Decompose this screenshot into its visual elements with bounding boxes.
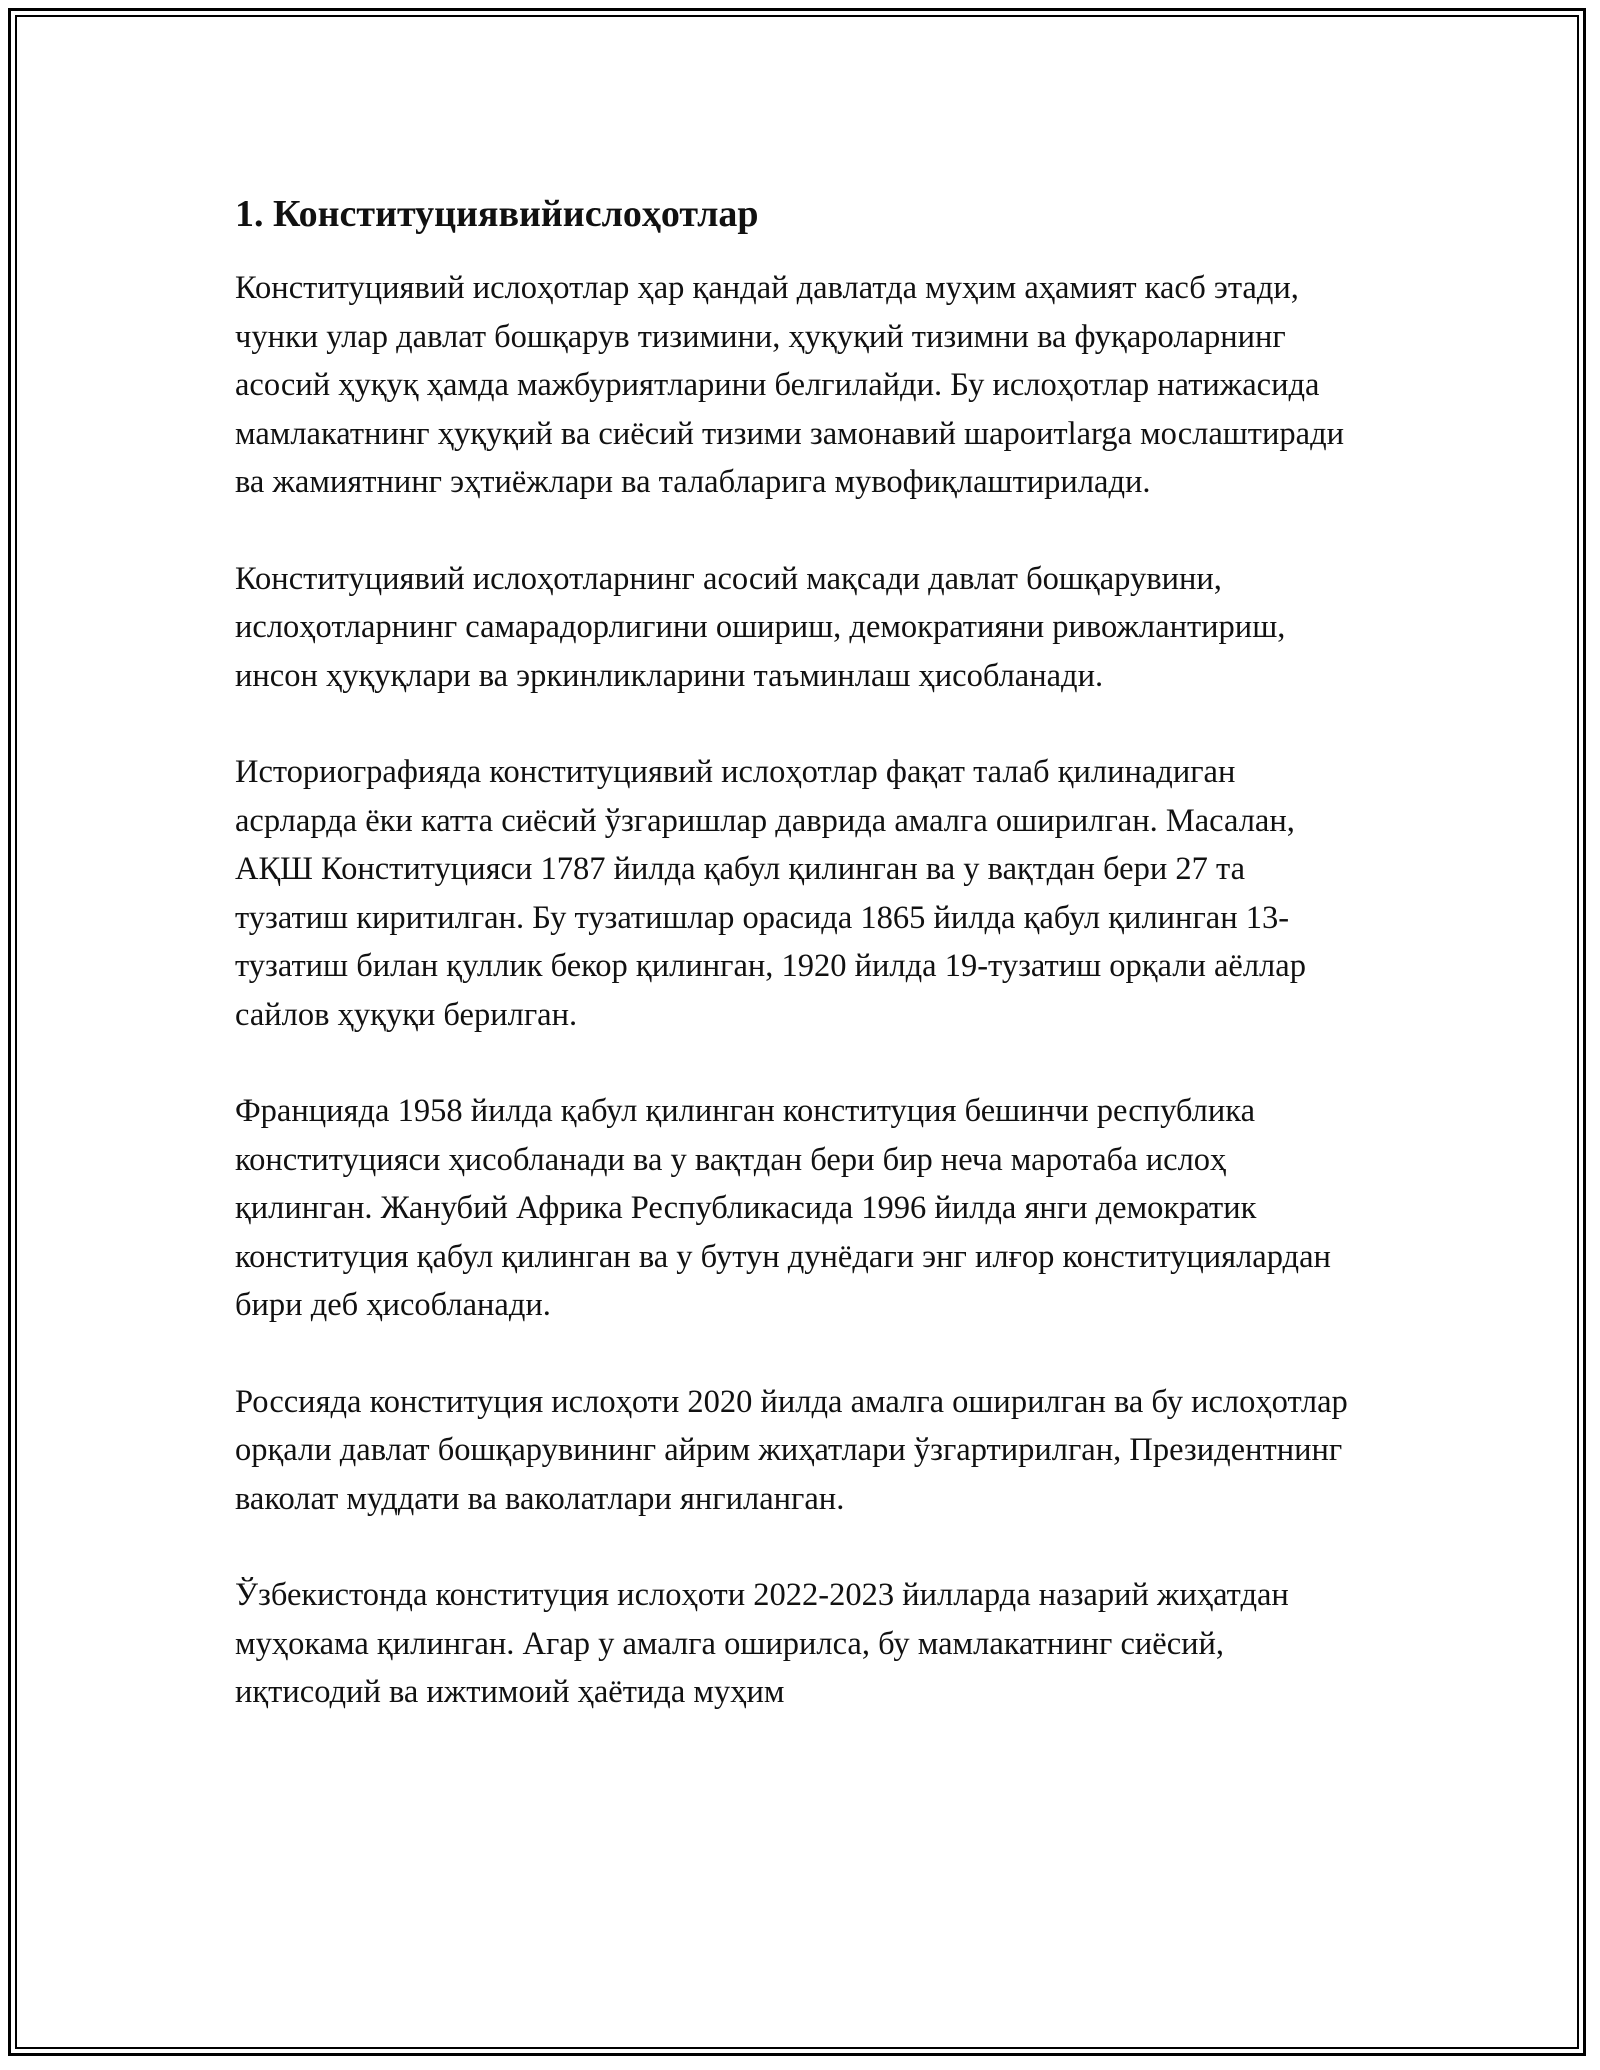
paragraph-4: Францияда 1958 йилда қабул қилинган конституция бешинчи республика конституцияси ҳисобланади ва у вақтдан бери бир неча маротаба ислоҳ қилинган. Жанубий Африка Республикасида 1996 йилда янги демократик конституция қабул қилинган ва у бутун дунёдаги энг илғор конституциялардан бири деб ҳисобланади. <box>235 1093 1331 1323</box>
document-body <box>235 186 1365 1765</box>
paragraph-2: Конституциявий ислоҳотларнинг асосий мақсади давлат бошқарувини, ислоҳотларнинг самарадорлигини ошириш, демократияни ривожлантириш, инсон ҳуқуқлари ва эркинликларини таъминлаш ҳисобланади. <box>235 560 1286 694</box>
paragraph-1: Конституциявий ислоҳотлар ҳар қандай давлатда муҳим аҳамият касб этади, чунки улар давлат бошқарув тизимини, ҳуқуқий тизимни ва фуқароларнинг асосий ҳуқуқ ҳамда мажбуриятларини белгилайди. Бу ислоҳотлар натижасида мамлакатнинг ҳуқуқий ва сиёсий тизими замонавий шароитlarga мослаштиради ва жамиятнинг эҳтиёжлари ва талабларига мувофиқлаштирилади. <box>235 270 1344 500</box>
paragraph-6: Ўзбекистонда конституция ислоҳоти 2022-2023 йилларда назарий жиҳатдан муҳокама қилинган. Агар у амалга оширилса, бу мамлакатнинг сиёсий, иқтисодий ва ижтимоий ҳаётида муҳим <box>235 1577 1289 1710</box>
paragraph-5: Россияда конституция ислоҳоти 2020 йилда амалга оширилган ва бу ислоҳотлар орқали давлат бошқарувининг айрим жиҳатлари ўзгартирилган, Президентнинг ваколат муддати ва ваколатлари янгиланган. <box>235 1383 1348 1517</box>
section-title: 1. Конституциявийислоҳотлар <box>235 193 759 235</box>
paragraph-3: Историографияда конституциявий ислоҳотлар фақат талаб қилинадиган асрларда ёки катта сиёсий ўзгаришлар даврида амалга оширилган. Масалан, АҚШ Конституцияси 1787 йилда қабул қилинган ва у вақтдан бери 27 та тузатиш киритилган. Бу тузатишлар орасида 1865 йилда қабул қилинган 13-тузатиш билан қуллик бекор қилинган, 1920 йилда 19-тузатиш орқали аёллар сайлов ҳуқуқи берилган. <box>235 754 1306 1033</box>
